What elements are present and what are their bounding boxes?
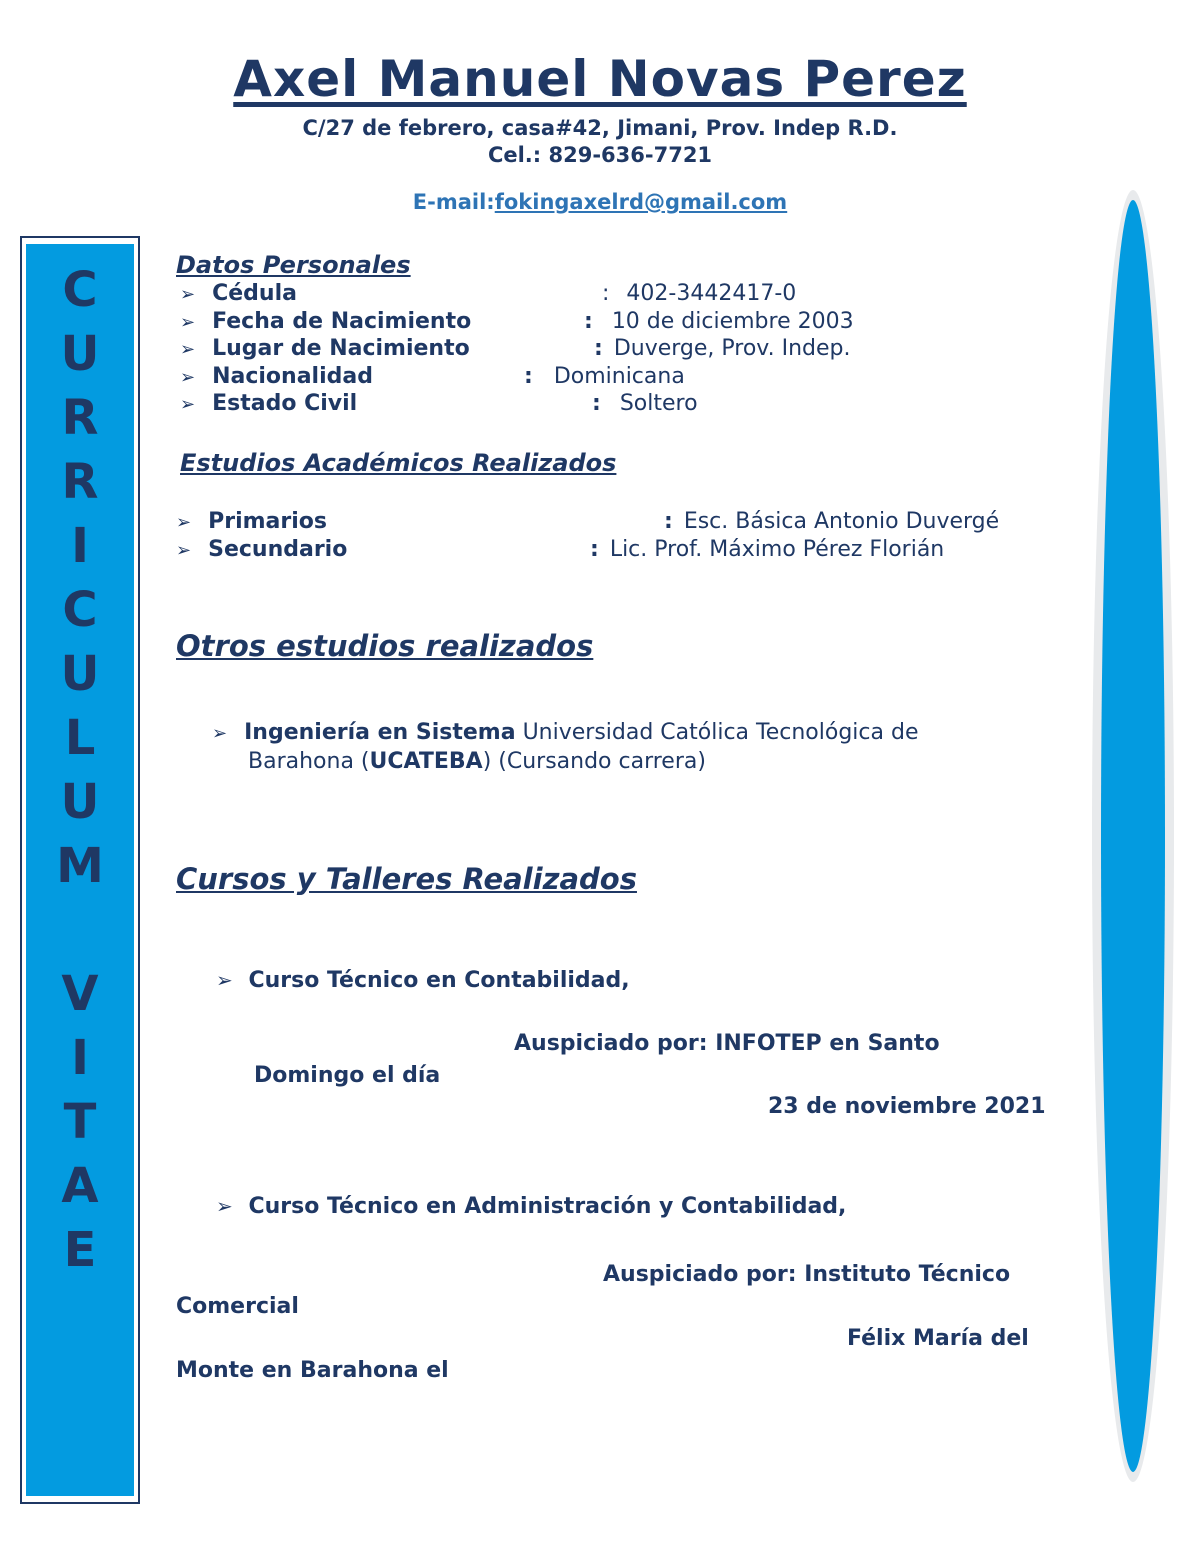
study-text: Barahona ( — [248, 749, 370, 774]
study-acronym: UCATEBA — [369, 749, 483, 774]
field-label: Estado Civil — [212, 391, 358, 416]
field-label: Lugar de Nacimiento — [212, 336, 470, 361]
page-title: Axel Manuel Novas Perez — [233, 50, 967, 108]
arrow-bullet-icon: ➢ — [180, 284, 196, 305]
field-value-row — [664, 509, 999, 534]
arrow-bullet-icon: ➢ — [216, 1194, 233, 1218]
arrow-bullet-icon: ➢ — [176, 512, 192, 533]
study-institution: Universidad Católica Tecnológica de — [522, 720, 919, 745]
sidebar-letter: C — [62, 582, 98, 638]
sidebar-letter: C — [62, 262, 98, 318]
sidebar-letter: U — [60, 774, 100, 830]
colon: : — [584, 309, 593, 334]
phone-line: Cel.: 829-636-7721 — [487, 143, 713, 167]
course-name: Curso Técnico en Administración y Contabilidad, — [248, 1194, 847, 1219]
study-name: Ingeniería en Sistema — [244, 720, 516, 745]
colon: : — [664, 509, 673, 534]
course-sponsor-cont: Comercial — [176, 1294, 299, 1319]
course-item — [216, 968, 630, 993]
course-location: Monte en Barahona el — [176, 1358, 449, 1383]
colon: : — [594, 336, 603, 361]
arrow-bullet-icon: ➢ — [180, 394, 196, 415]
sidebar-letter: I — [71, 1030, 89, 1086]
arrow-bullet-icon: ➢ — [180, 339, 196, 360]
list-item — [176, 537, 347, 562]
arrow-bullet-icon: ➢ — [212, 723, 228, 744]
field-value: Soltero — [619, 391, 698, 416]
email-link[interactable]: fokingaxelrd@gmail.com — [494, 190, 788, 214]
field-label: Nacionalidad — [212, 364, 373, 389]
field-value-row — [524, 364, 685, 389]
field-label: Secundario — [208, 537, 348, 562]
field-value-row — [590, 537, 944, 562]
field-label: Primarios — [208, 509, 327, 534]
decorative-oval — [1101, 200, 1165, 1472]
email-label: E-mail: — [412, 190, 495, 214]
arrow-bullet-icon: ➢ — [180, 312, 196, 333]
arrow-bullet-icon: ➢ — [180, 367, 196, 388]
course-item — [216, 1194, 846, 1219]
field-value: Dominicana — [553, 364, 685, 389]
colon: : — [524, 364, 533, 389]
sidebar-letter: M — [56, 838, 104, 894]
colon: : — [592, 391, 601, 416]
curriculum-vitae-sidebar — [20, 236, 140, 1504]
list-item — [180, 364, 373, 389]
field-value-row — [594, 336, 850, 361]
section-title-cursos: Cursos y Talleres Realizados — [176, 862, 637, 896]
study-detail-line — [248, 749, 706, 774]
field-value: Esc. Básica Antonio Duvergé — [683, 509, 1000, 534]
section-title-otros-estudios: Otros estudios realizados — [176, 629, 594, 663]
sidebar-letter: I — [71, 518, 89, 574]
section-title-datos-personales: Datos Personales — [176, 251, 411, 279]
field-label: Cédula — [212, 281, 297, 306]
list-item — [180, 336, 470, 361]
field-value: Duverge, Prov. Indep. — [613, 336, 851, 361]
course-sponsor: Auspiciado por: Instituto Técnico — [603, 1262, 1011, 1287]
field-label: Fecha de Nacimiento — [212, 309, 472, 334]
sidebar-fill — [26, 244, 134, 1496]
list-item — [180, 281, 297, 306]
field-value: 10 de diciembre 2003 — [611, 309, 854, 334]
colon: : — [602, 281, 610, 306]
sidebar-letter: T — [63, 1094, 97, 1150]
arrow-bullet-icon: ➢ — [216, 968, 233, 992]
section-title-estudios: Estudios Académicos Realizados — [180, 449, 617, 477]
study-text: ) (Cursando carrera) — [482, 749, 706, 774]
sidebar-letter: U — [60, 326, 100, 382]
sidebar-letter: V — [61, 966, 99, 1022]
field-value-row — [584, 309, 854, 334]
field-value-row — [602, 281, 796, 306]
field-value-row — [592, 391, 698, 416]
email-line — [0, 190, 1200, 214]
field-value: Lic. Prof. Máximo Pérez Florián — [609, 537, 945, 562]
sidebar-letter: L — [64, 710, 96, 766]
list-item — [180, 309, 471, 334]
course-date: 23 de noviembre 2021 — [768, 1094, 1046, 1119]
field-value: 402-3442417-0 — [626, 281, 797, 306]
sidebar-letter: E — [63, 1222, 97, 1278]
arrow-bullet-icon: ➢ — [176, 540, 192, 561]
list-item — [212, 720, 918, 745]
address-line: C/27 de febrero, casa#42, Jimani, Prov. Indep R.D. — [302, 116, 898, 140]
course-sponsor-cont: Félix María del — [847, 1326, 1029, 1351]
sidebar-letter: R — [61, 454, 99, 510]
sidebar-letter: R — [61, 390, 99, 446]
sidebar-letter: A — [61, 1158, 99, 1214]
colon: : — [590, 537, 599, 562]
course-sponsor: Auspiciado por: INFOTEP en Santo — [514, 1031, 940, 1056]
course-location: Domingo el día — [254, 1063, 441, 1088]
list-item — [180, 391, 357, 416]
list-item — [176, 509, 327, 534]
sidebar-letter: U — [60, 646, 100, 702]
course-name: Curso Técnico en Contabilidad, — [248, 968, 630, 993]
